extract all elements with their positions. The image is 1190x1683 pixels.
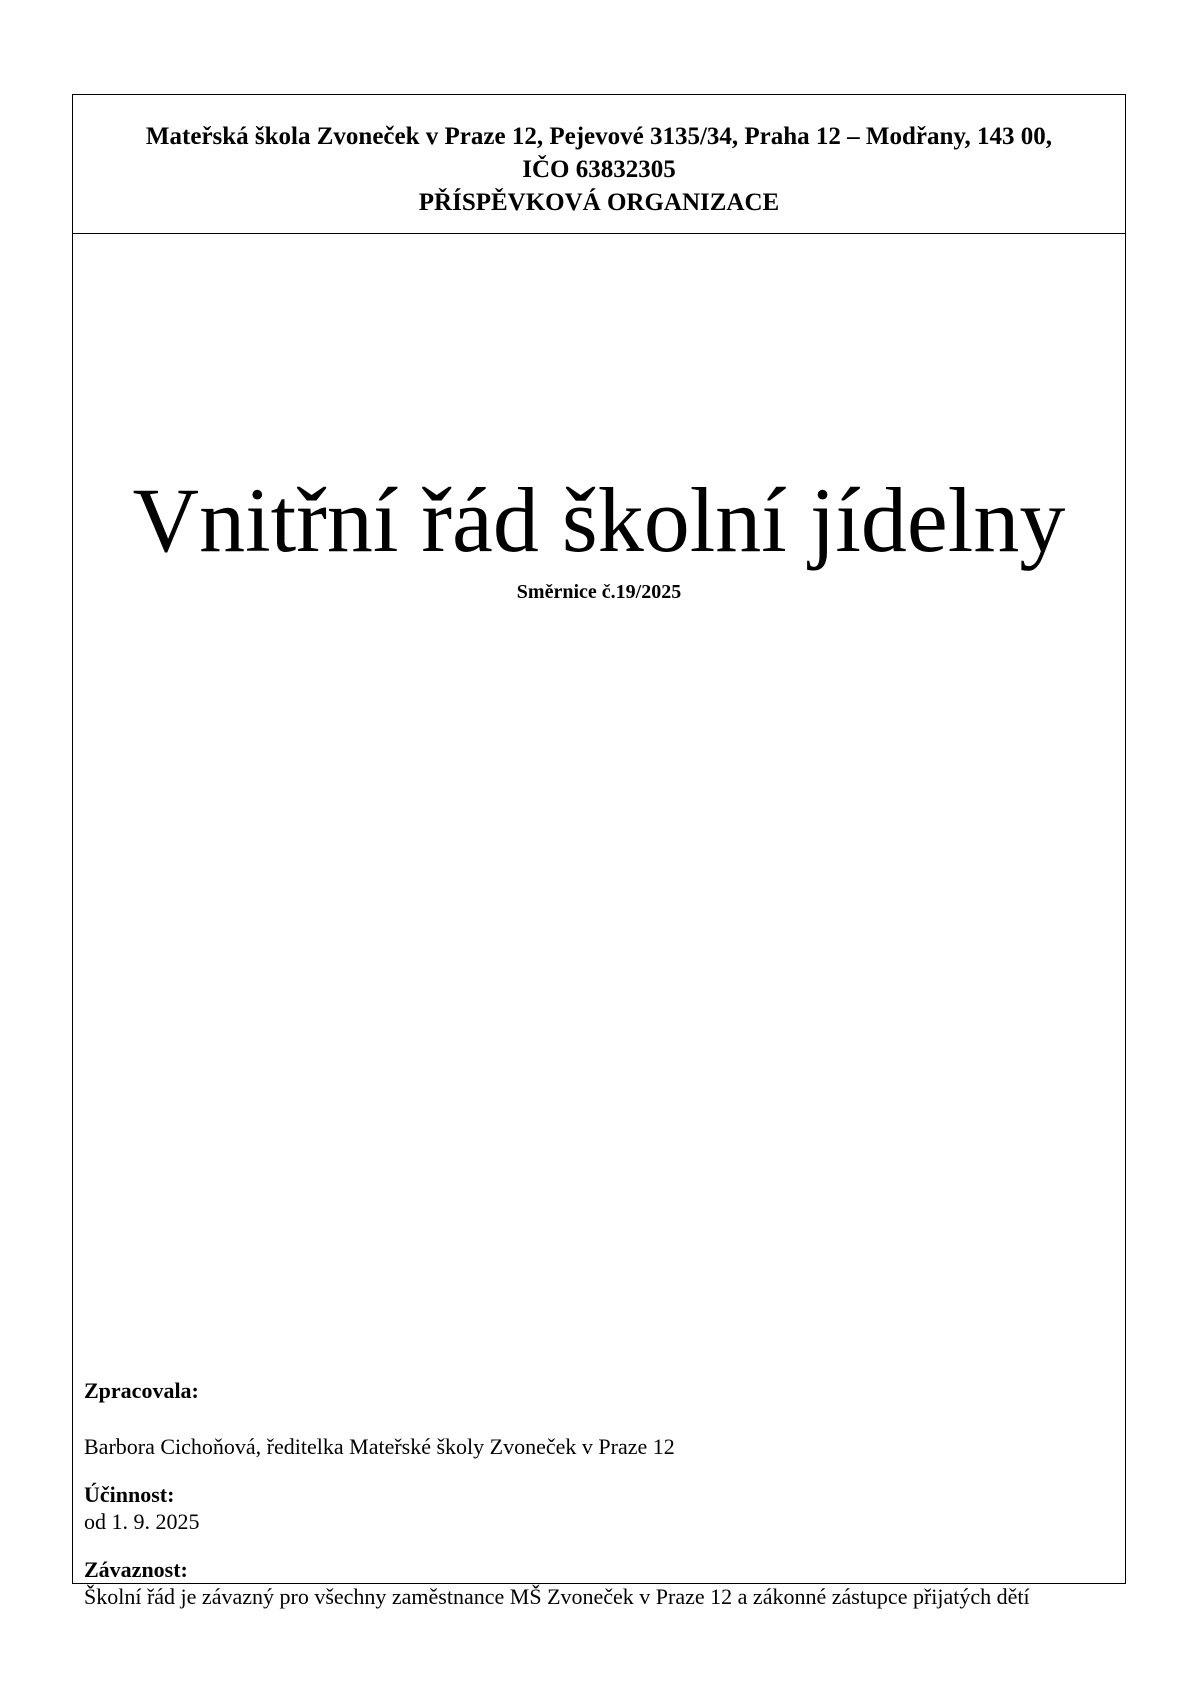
- binding-value: Školní řád je závazný pro všechny zaměstnance MŠ Zvoneček v Praze 12 a zákonné zástupce přijatých dětí: [84, 1584, 1030, 1609]
- effective-label: Účinnost:: [84, 1482, 175, 1507]
- document-info: [84, 1377, 1104, 1610]
- school-id-line: IČO 63832305: [522, 156, 676, 183]
- document-title: Vnitřní řád školní jídelny: [132, 469, 1066, 571]
- binding-label: Závaznost:: [84, 1557, 188, 1582]
- prepared-by-value: Barbora Cichoňová, ředitelka Mateřské školy Zvoneček v Praze 12: [84, 1434, 675, 1459]
- effective-value: od 1. 9. 2025: [84, 1509, 200, 1534]
- organization-type-line: PŘÍSPĚVKOVÁ ORGANIZACE: [418, 189, 780, 216]
- spacer: [84, 1535, 1104, 1556]
- school-header: [73, 95, 1125, 234]
- spacer: [84, 1404, 1104, 1433]
- school-address-line: Mateřská škola Zvoneček v Praze 12, Pejevové 3135/34, Praha 12 – Modřany, 143 00,: [145, 123, 1053, 150]
- directive-number: Směrnice č.19/2025: [516, 581, 682, 603]
- prepared-by-label: Zpracovala:: [84, 1378, 199, 1403]
- page-frame: [72, 94, 1126, 1609]
- spacer: [84, 1460, 1104, 1481]
